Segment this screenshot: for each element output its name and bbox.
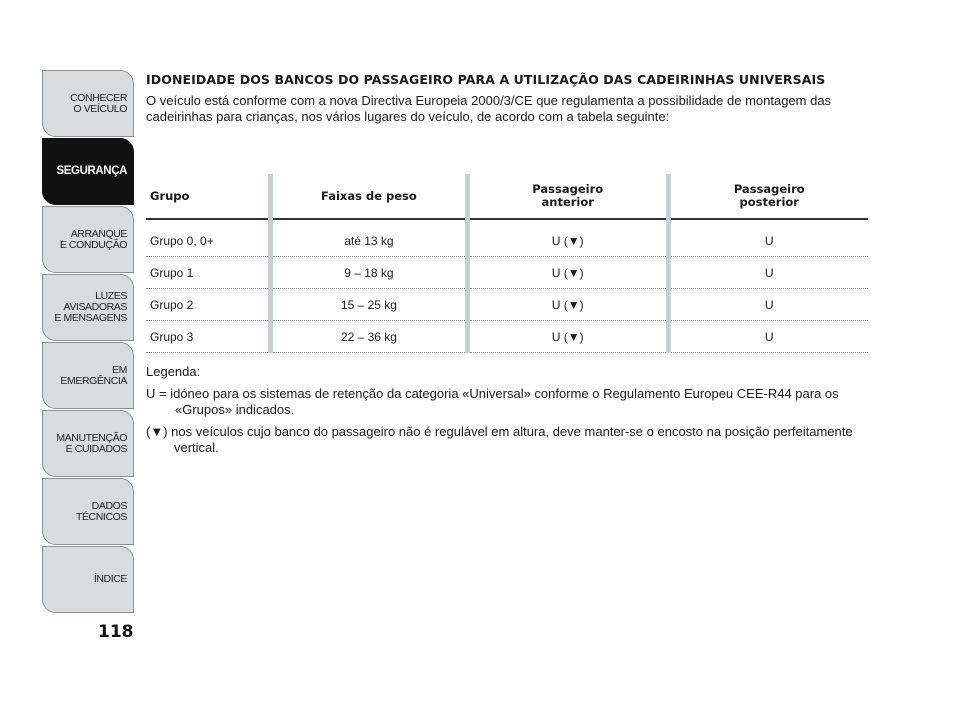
table-row [146,257,868,289]
intro-paragraph: O veículo está conforme com a nova Directiva Europeia 2000/3/CE que regulamenta a possibilidade de montagem das cadeirinhas para crianças, nos vários lugares do veículo, de acordo com a tabela seguinte: [146,93,832,124]
cell-rear-passenger: U [668,321,868,353]
cell-rear-passenger: U [668,257,868,289]
main-content [146,72,866,455]
table-header-row [146,174,868,219]
cell-group: Grupo 3 [146,321,270,353]
section-heading: IDONEIDADE DOS BANCOS DO PASSAGEIRO PARA A UTILIZAÇÃO DAS CADEIRINHAS UNIVERSAIS [146,72,826,87]
cell-weight: 9 – 18 kg [270,257,467,289]
tab-indice[interactable]: ÍNDICE [42,546,134,613]
table-row [146,289,868,321]
cell-group: Grupo 2 [146,289,270,321]
tab-dados-tecnicos[interactable]: DADOS TÉCNICOS [42,478,134,545]
chapter-sidebar [42,70,134,614]
tab-conhecer-o-veiculo[interactable]: CONHECER O VEÍCULO [42,70,134,137]
cell-rear-passenger: U [668,289,868,321]
cell-rear-passenger: U [668,219,868,257]
header-passageiro-posterior: Passageiro posterior [668,174,868,219]
page-number: 118 [98,622,134,642]
cell-front-passenger: U (▼) [467,289,668,321]
table-row [146,219,868,257]
tab-arranque-e-conducao[interactable]: ARRANQUE E CONDUÇÃO [42,206,134,273]
legend [146,364,866,462]
cell-front-passenger: U (▼) [467,321,668,353]
header-passageiro-anterior: Passageiro anterior [467,174,668,219]
tab-luzes-avisadoras[interactable]: LUZES AVISADORAS E MENSAGENS [42,274,134,341]
cell-group: Grupo 0, 0+ [146,219,270,257]
tab-em-emergencia[interactable]: EM EMERGÊNCIA [42,342,134,409]
cell-weight: 15 – 25 kg [270,289,467,321]
table-row [146,321,868,353]
header-grupo: Grupo [146,174,270,219]
cell-front-passenger: U (▼) [467,257,668,289]
cell-weight: até 13 kg [270,219,467,257]
header-faixas-de-peso: Faixas de peso [270,174,467,219]
cell-weight: 22 – 36 kg [270,321,467,353]
seat-suitability-table [146,174,868,353]
tab-seguranca[interactable]: SEGURANÇA [42,138,134,205]
legend-title: Legenda: [146,364,201,379]
legend-universal: U = idóneo para os sistemas de retenção da categoria «Universal» conforme o Regulamento Europeu CEE-R44 para os «Grupos» indicados. [146,386,839,417]
legend-arrow-note: (▼) nos veículos cujo banco do passageiro não é regulável em altura, deve manter-se o encosto na posição perfeitamente vertical. [146,424,853,455]
cell-front-passenger: U (▼) [467,219,668,257]
tab-manutencao-e-cuidados[interactable]: MANUTENÇÃO E CUIDADOS [42,410,134,477]
cell-group: Grupo 1 [146,257,270,289]
